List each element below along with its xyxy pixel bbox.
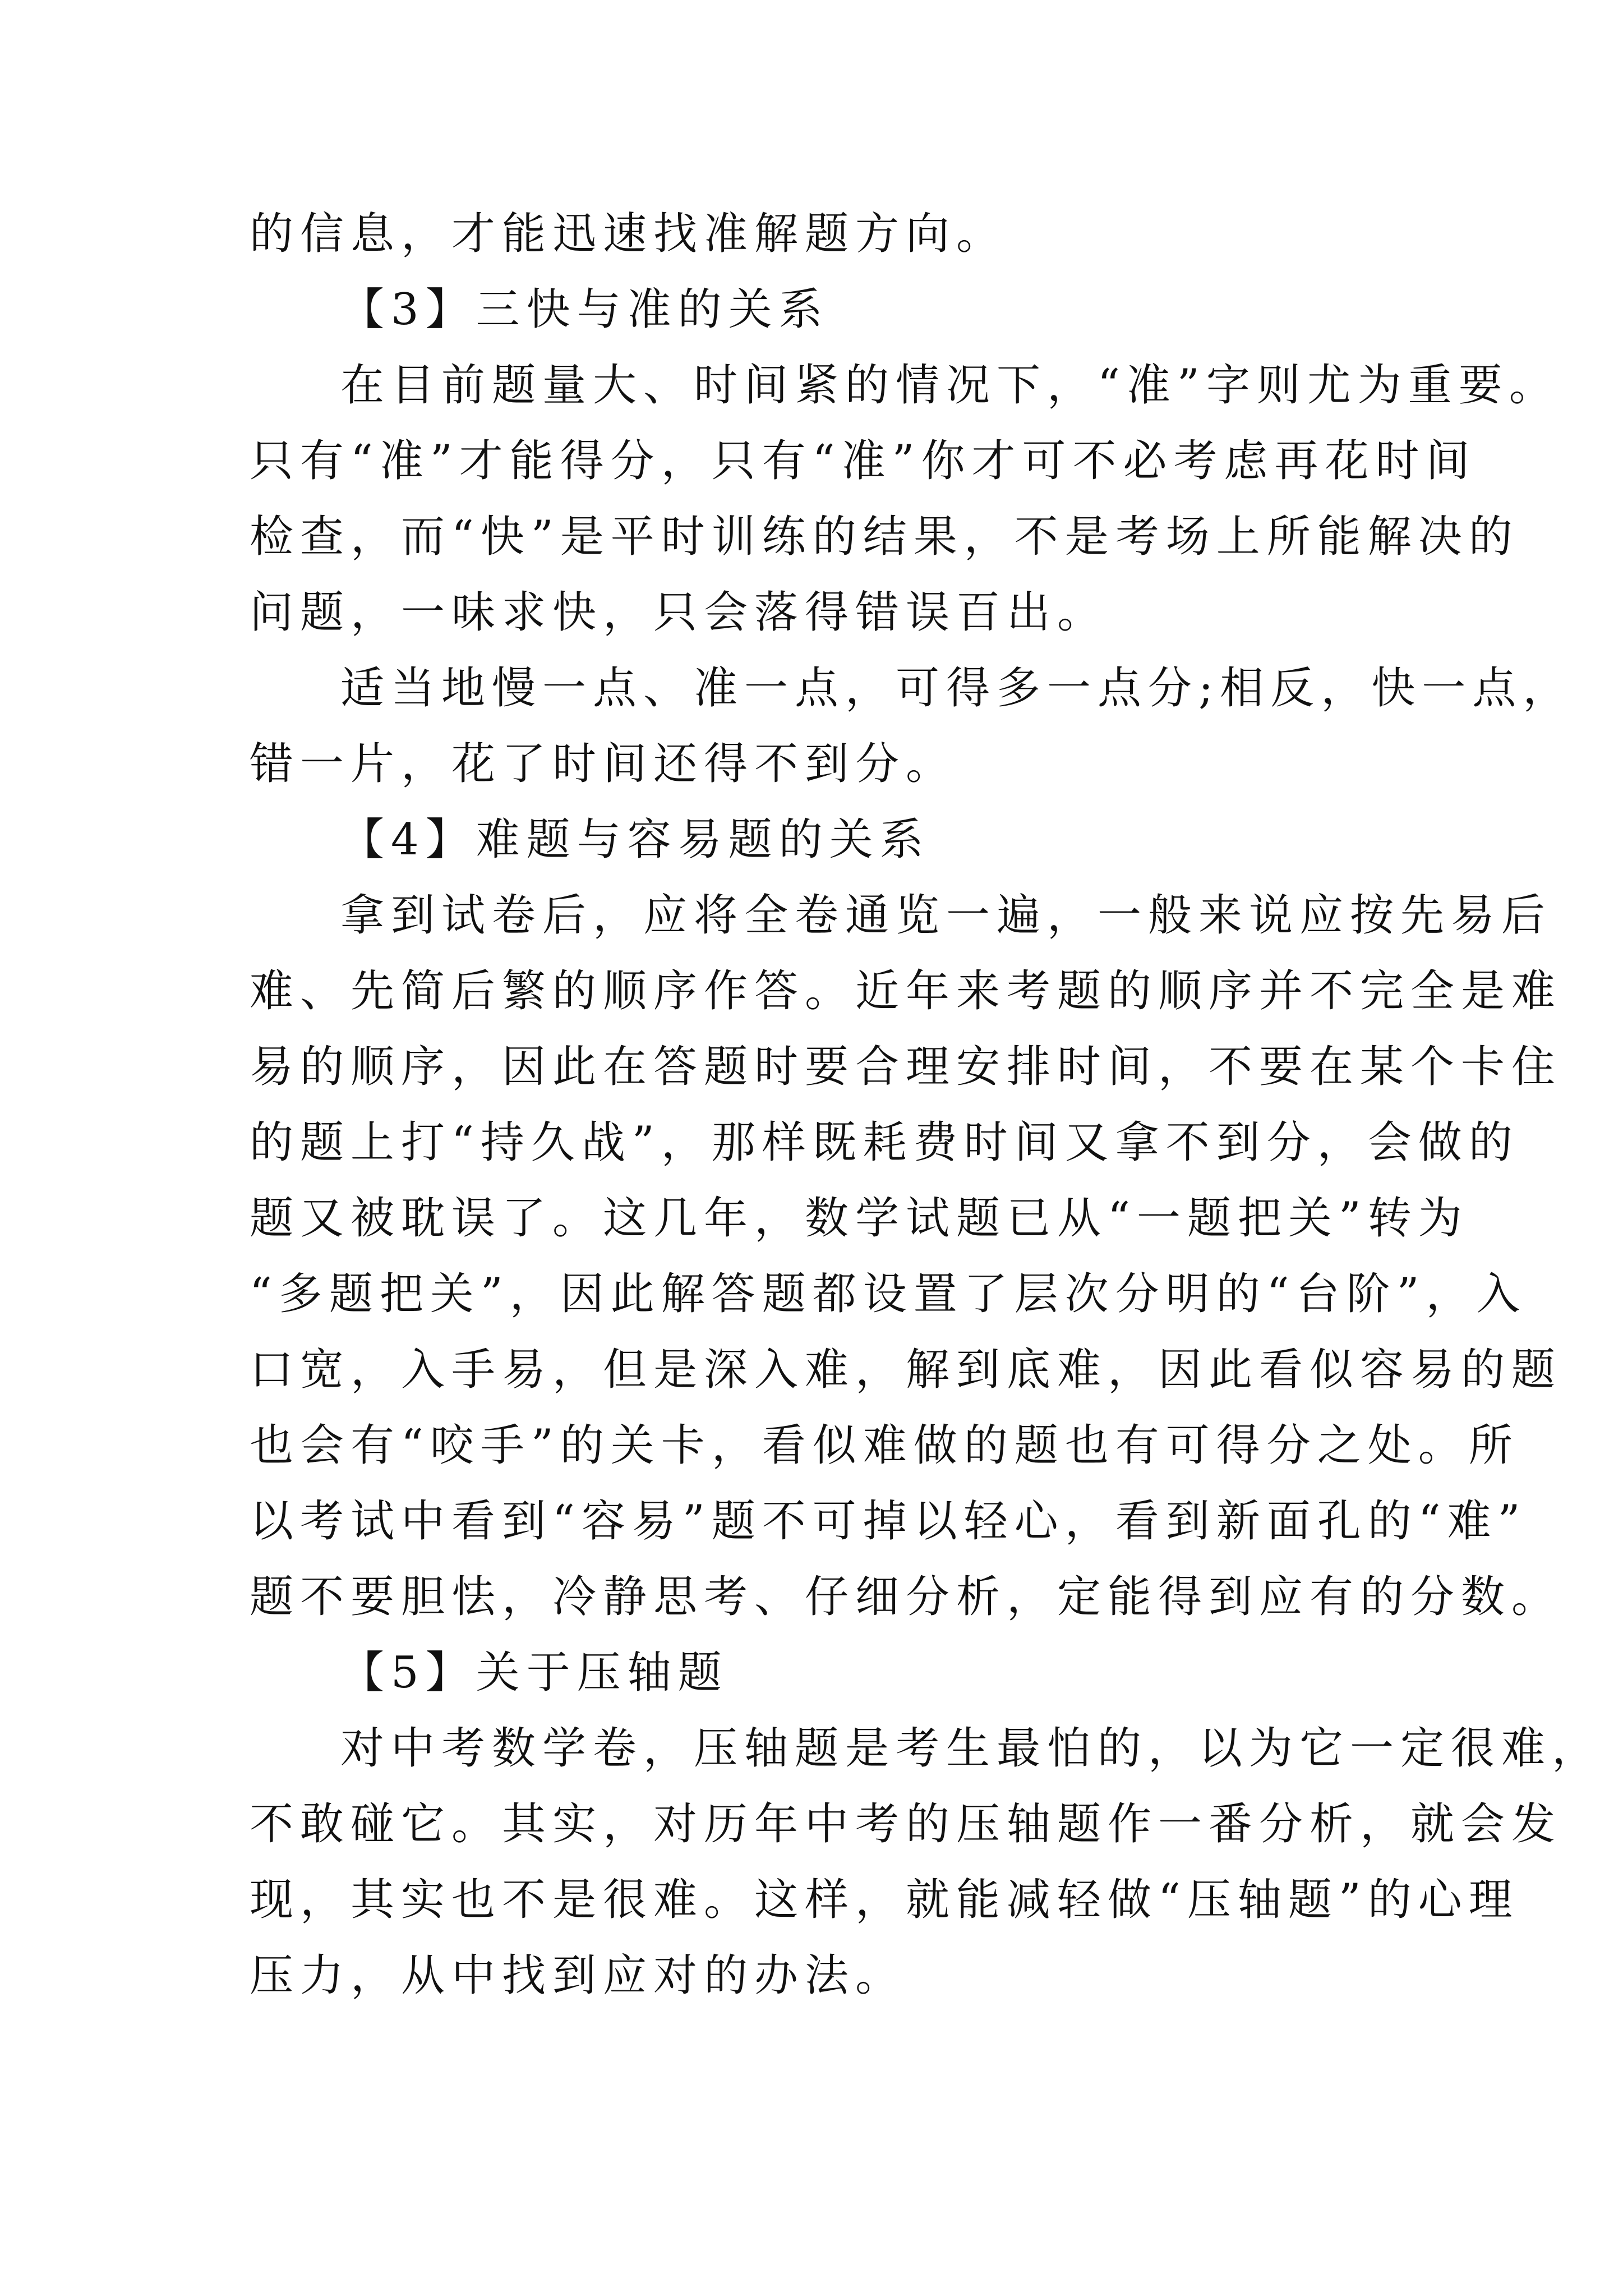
text-line: 易的顺序，因此在答题时要合理安排时间，不要在某个卡住 xyxy=(250,1042,1562,1092)
body-text xyxy=(250,196,1603,2014)
text-line: 拿到试卷后，应将全卷通览一遍，一般来说应按先易后 xyxy=(340,890,1552,941)
text-line: 对中考数学卷，压轴题是考生最怕的，以为它一定很难， xyxy=(340,1723,1603,1774)
text-line: 以考试中看到“容易”题不可掉以轻心，看到新面孔的“难” xyxy=(250,1496,1527,1547)
text-line: 问题，一味求快，只会落得错误百出。 xyxy=(250,587,1108,638)
text-line: 也会有“咬手”的关卡，看似难做的题也有可得分之处。所 xyxy=(250,1420,1519,1471)
text-line: 只有“准”才能得分，只有“准”你才可不必考虑再花时间 xyxy=(250,436,1477,486)
text-line: 不敢碰它。其实，对历年中考的压轴题作一番分析，就会发 xyxy=(250,1799,1562,1849)
text-line: 难、先简后繁的顺序作答。近年来考题的顺序并不完全是难 xyxy=(250,966,1562,1016)
text-line: 适当地慢一点、准一点，可得多一点分;相反，快一点， xyxy=(340,663,1574,714)
text-line: 现，其实也不是很难。这样，就能减轻做“压轴题”的心理 xyxy=(250,1875,1519,1925)
text-line: 压力，从中找到应对的办法。 xyxy=(250,1950,906,2001)
text-line: 口宽，入手易，但是深入难，解到底难，因此看似容易的题 xyxy=(250,1345,1562,1395)
section-heading-3: 【3】三快与准的关系 xyxy=(340,284,829,335)
text-line: “多题把关”，因此解答题都设置了层次分明的“台阶”，入 xyxy=(250,1269,1527,1319)
text-line: 检查，而“快”是平时训练的结果，不是考场上所能解决的 xyxy=(250,512,1519,562)
text-line: 题又被耽误了。这几年，数学试题已从“一题把关”转为 xyxy=(250,1193,1469,1244)
text-line: 在目前题量大、时间紧的情况下，“准”字则尤为重要。 xyxy=(340,360,1560,411)
section-heading-4: 【4】难题与容易题的关系 xyxy=(340,815,930,865)
text-line: 的题上打“持久战”，那样既耗费时间又拿不到分，会做的 xyxy=(250,1117,1519,1168)
section-heading-5: 【5】关于压轴题 xyxy=(340,1648,728,1698)
text-line: 的信息，才能迅速找准解题方向。 xyxy=(250,209,1007,259)
text-line: 错一片，花了时间还得不到分。 xyxy=(250,739,957,789)
text-line: 题不要胆怯，冷静思考、仔细分析，定能得到应有的分数。 xyxy=(250,1572,1562,1622)
